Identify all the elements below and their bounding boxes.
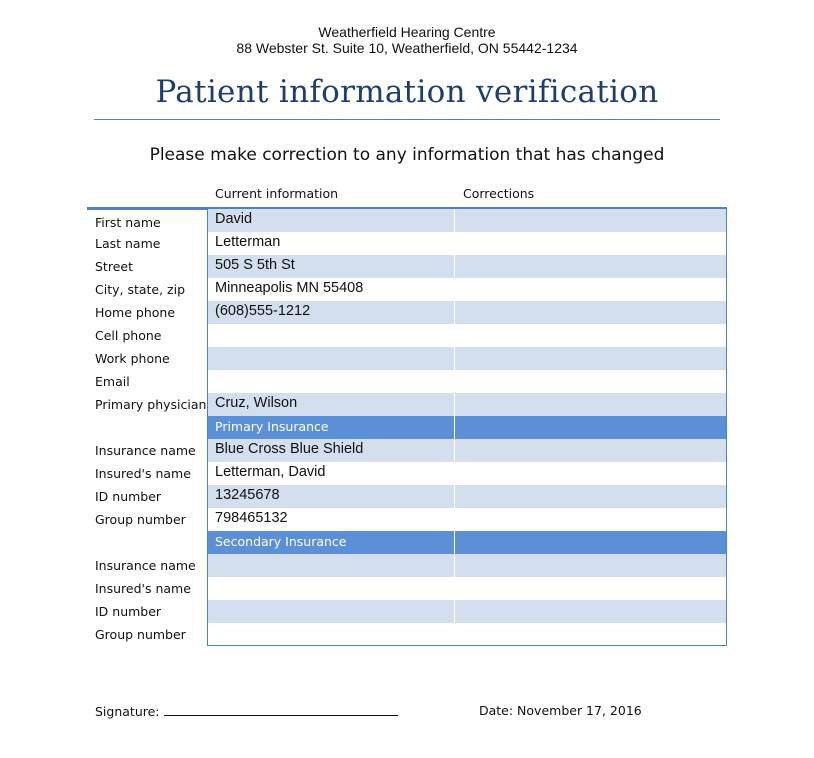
field-label: Insured's name — [95, 466, 191, 481]
current-value: Letterman — [215, 234, 281, 250]
field-label: Street — [95, 259, 133, 274]
section-title: Primary Insurance — [215, 419, 329, 434]
field-label: Insured's name — [95, 581, 191, 596]
signature-field — [95, 703, 398, 719]
column-header-current: Current information — [215, 186, 339, 201]
signature-label: Signature: — [95, 704, 160, 719]
current-value: Letterman, David — [215, 464, 326, 480]
field-label: City, state, zip — [95, 282, 186, 297]
field-label: Last name — [95, 236, 161, 251]
field-label: Group number — [95, 512, 186, 527]
field-label: Insurance name — [95, 443, 196, 458]
field-label: Insurance name — [95, 558, 196, 573]
current-value: (608)555-1212 — [215, 303, 311, 319]
field-label: ID number — [95, 489, 162, 504]
field-label: ID number — [95, 604, 162, 619]
title-rule — [94, 119, 720, 120]
field-label: Primary physician — [95, 397, 207, 412]
clinic-name: Weatherfield Hearing Centre — [318, 24, 496, 40]
current-value: 798465132 — [215, 510, 288, 526]
field-label: Work phone — [95, 351, 170, 366]
current-value: Minneapolis MN 55408 — [215, 280, 364, 296]
field-label: Group number — [95, 627, 186, 642]
date-field: Date: November 17, 2016 — [479, 703, 642, 718]
current-value: 505 S 5th St — [215, 257, 295, 273]
field-label: Cell phone — [95, 328, 162, 343]
current-value: Cruz, Wilson — [215, 395, 298, 411]
page-title: Patient information verification — [155, 74, 659, 110]
table-frame — [207, 209, 727, 646]
section-title: Secondary Insurance — [215, 534, 347, 549]
field-label: Email — [95, 374, 130, 389]
instructions: Please make correction to any information that has changed — [149, 145, 665, 165]
current-value: 13245678 — [215, 487, 280, 503]
clinic-address: 88 Webster St. Suite 10, Weatherfield, ON 55442-1234 — [236, 40, 578, 56]
field-label: Home phone — [95, 305, 176, 320]
field-label: First name — [95, 215, 161, 230]
column-header-corrections: Corrections — [463, 186, 535, 201]
current-value: David — [215, 211, 253, 227]
signature-line[interactable] — [164, 703, 398, 716]
current-value: Blue Cross Blue Shield — [215, 441, 364, 457]
